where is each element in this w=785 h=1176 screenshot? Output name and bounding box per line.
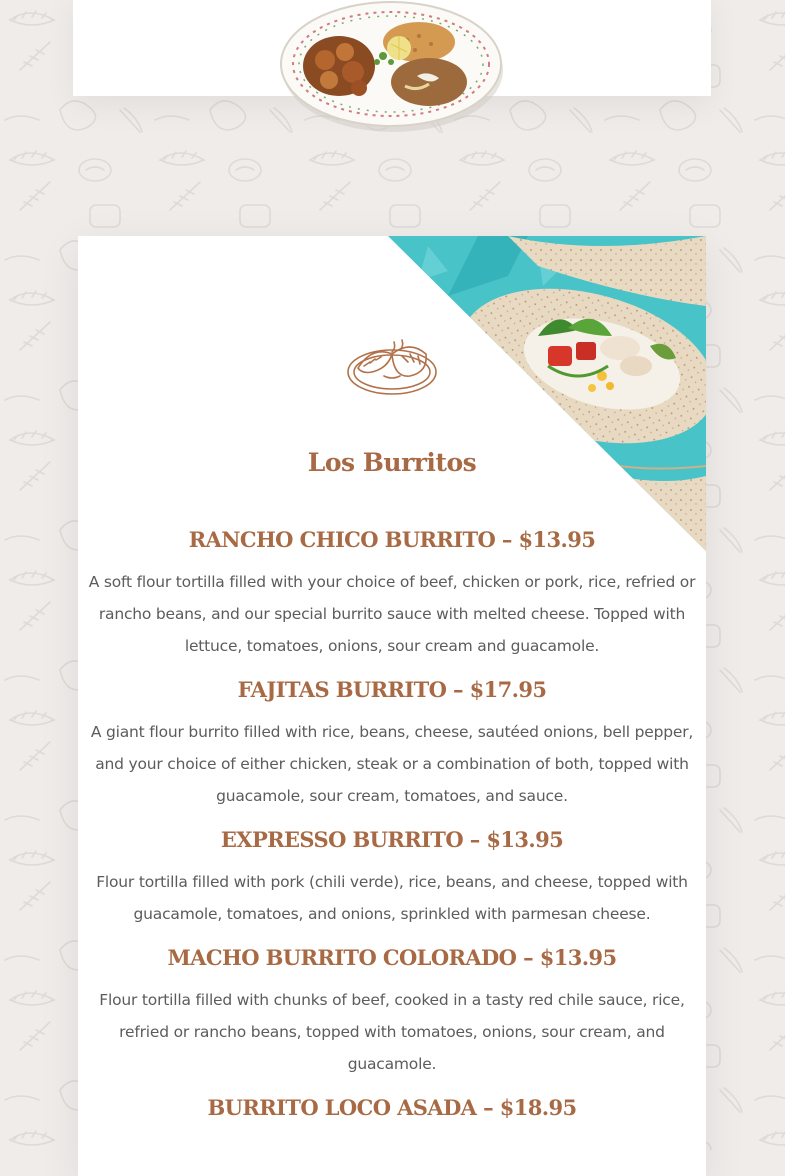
menu-item-description: Flour tortilla filled with chunks of beef, cooked in a tasty red chile sauce, rice, refried or rancho beans, topped with tomatoes, onions, sour cream, and guacamole. — [99, 991, 685, 1073]
burritos-menu-card — [78, 236, 706, 1176]
section-title: Los Burritos — [307, 448, 477, 477]
menu-item-description: A giant flour burrito filled with rice, beans, cheese, sautéed onions, bell pepper, and your choice of either chicken, steak or a combination of both, topped with guacamole, sour cream, tomatoes, and sauce. — [90, 723, 694, 805]
menu-item-description: A soft flour tortilla filled with your choice of beef, chicken or pork, rice, refried or rancho beans, and our special burrito sauce with melted cheese. Topped with lettuce, tomatoes, onions, sour cream and guacamole. — [88, 573, 696, 655]
menu-item-title: BURRITO LOCO ASADA – $18.95 — [207, 1095, 577, 1120]
menu-item-title: FAJITAS BURRITO – $17.95 — [237, 677, 547, 702]
dish-plate-image — [279, 0, 507, 135]
menu-item-title: EXPRESSO BURRITO – $13.95 — [220, 827, 564, 852]
menu-items-list — [78, 526, 706, 1122]
menu-item-description: Flour tortilla filled with pork (chili verde), rice, beans, and cheese, topped with guacamole, tomatoes, and onions, sprinkled with parmesan cheese. — [96, 873, 688, 923]
menu-item-title: MACHO BURRITO COLORADO – $13.95 — [167, 945, 617, 970]
menu-item-title: RANCHO CHICO BURRITO – $13.95 — [188, 527, 596, 552]
burrito-plate-icon — [344, 336, 440, 398]
